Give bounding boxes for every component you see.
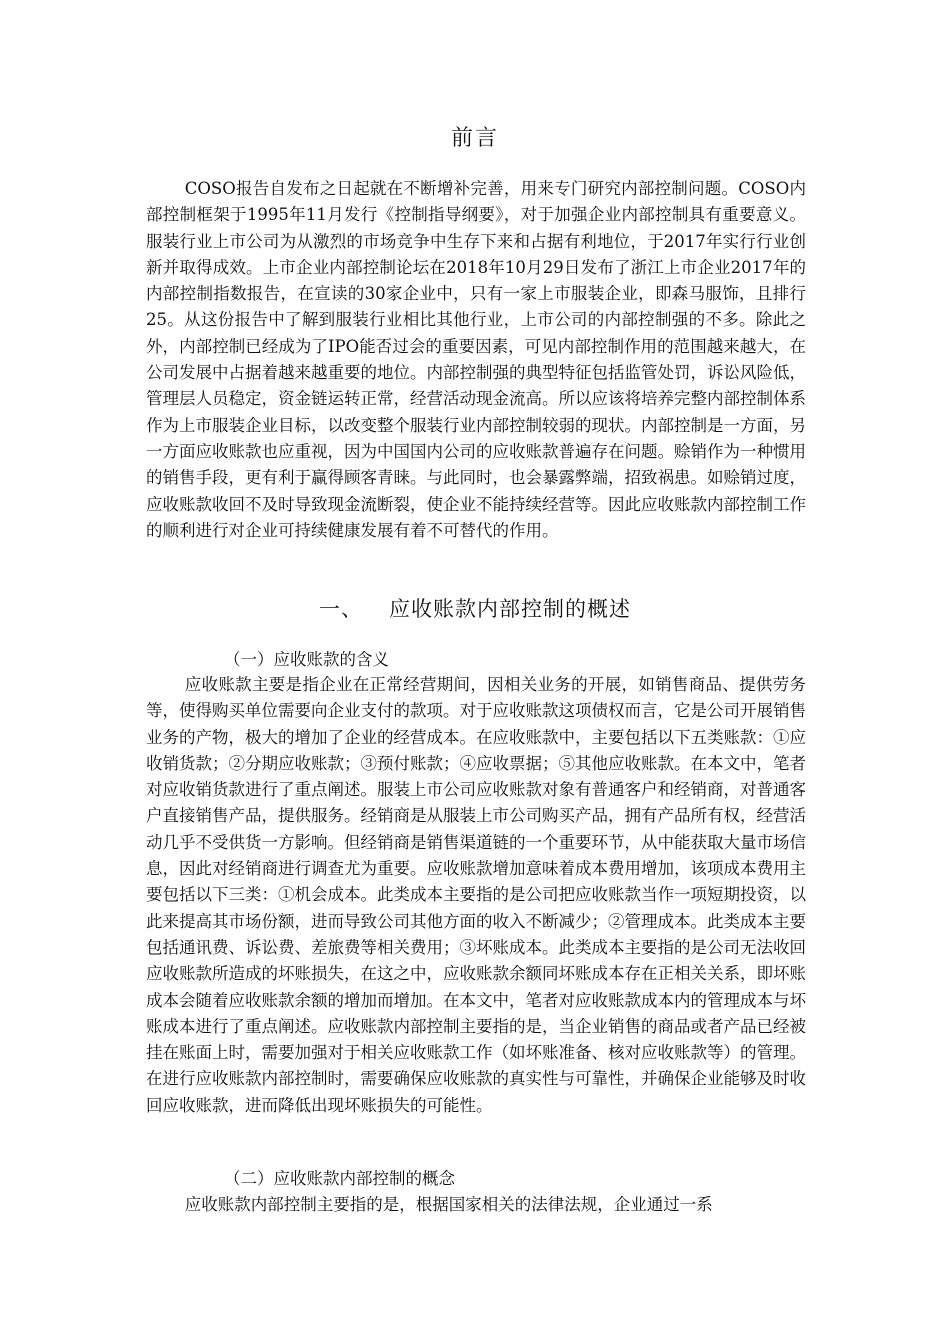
section-number: 一、 <box>319 597 363 621</box>
concept-paragraph: 应收账款内部控制主要指的是，根据国家相关的法律法规，企业通过一系 <box>184 1195 713 1214</box>
section-title: 应收账款内部控制的概述 <box>389 597 631 621</box>
subsection-heading-2: （二）应收账款内部控制的概念 <box>224 1169 455 1188</box>
section-heading <box>0 594 950 624</box>
subsection-heading-1: （一）应收账款的含义 <box>224 650 389 669</box>
preface-paragraph: COSO报告自发布之日起就在不断增补完善，用来专门研究内部控制问题。COSO内部控制框架于1995年11月发行《控制指导纲要》，对于加强企业内部控制具有重要意义。服装行业上市公司为从激烈的市场竞争中生存下来和占据有利地位，于2017年实行行业创新并取得成效。上市企业内部控制论坛在2018年10月29日发布了浙江上市企业2017年的内部控制指数报告，在宣读的30家企业中，只有一家上市服装企业，即森马服饰，且排行25。从这份报告中了解到服装行业相比其他行业，上市公司的内部控制强的不多。除此之外，内部控制已经成为了IPO能否过会的重要因素，可见内部控制作用的范围越来越大，在公司发展中占据着越来越重要的地位。内部控制强的典型特征包括监管处罚，诉讼风险低，管理层人员稳定，资金链运转正常，经营活动现金流高。所以应该将培养完整内部控制体系作为上市服装企业目标，以改变整个服装行业内部控制较弱的现状。内部控制是一方面，另一方面应收账款也应重视，因为中国国内公司的应收账款普遍存在问题。赊销作为一种惯用的销售手段，更有利于赢得顾客青睐。与此同时，也会暴露弊端，招致祸患。如赊销过度，应收账款收回不及时导致现金流断裂，使企业不能持续经营等。因此应收账款内部控制工作的顺利进行对企业可持续健康发展有着不可替代的作用。 <box>146 179 806 540</box>
definition-paragraph: 应收账款主要是指企业在正常经营期间，因相关业务的开展，如销售商品、提供劳务等，使得购买单位需要向企业支付的款项。对于应收账款这项债权而言，它是公司开展销售业务的产物，极大的增加了企业的经营成本。在应收账款中，主要包括以下五类账款：①应收销货款；②分期应收账款；③预付账款；④应收票据；⑤其他应收账款。在本文中，笔者对应收销货款进行了重点阐述。服装上市公司应收账款对象有普通客户和经销商，对普通客户直接销售产品，提供服务。经销商是从服装上市公司购买产品，拥有产品所有权，经营活动几乎不受供货一方影响。但经销商是销售渠道链的一个重要环节，从中能获取大量市场信息，因此对经销商进行调查尤为重要。应收账款增加意味着成本费用增加，该项成本费用主要包括以下三类：①机会成本。此类成本主要指的是公司把应收账款当作一项短期投资，以此来提高其市场份额，进而导致公司其他方面的收入不断减少；②管理成本。此类成本主要包括通讯费、诉讼费、差旅费等相关费用；③坏账成本。此类成本主要指的是公司无法收回应收账款所造成的坏账损失，在这之中，应收账款余额同坏账成本存在正相关关系，即坏账成本会随着应收账款余额的增加而增加。在本文中，笔者对应收账款成本内的管理成本与坏账成本进行了重点阐述。应收账款内部控制主要指的是，当企业销售的商品或者产品已经被挂在账面上时，需要加强对于相关应收账款工作（如坏账准备、核对应收账款等）的管理。在进行应收账款内部控制时，需要确保应收账款的真实性与可靠性，并确保企业能够及时收回应收账款，进而降低出现坏账损失的可能性。 <box>146 675 806 1115</box>
page-title: 前言 <box>450 126 499 151</box>
